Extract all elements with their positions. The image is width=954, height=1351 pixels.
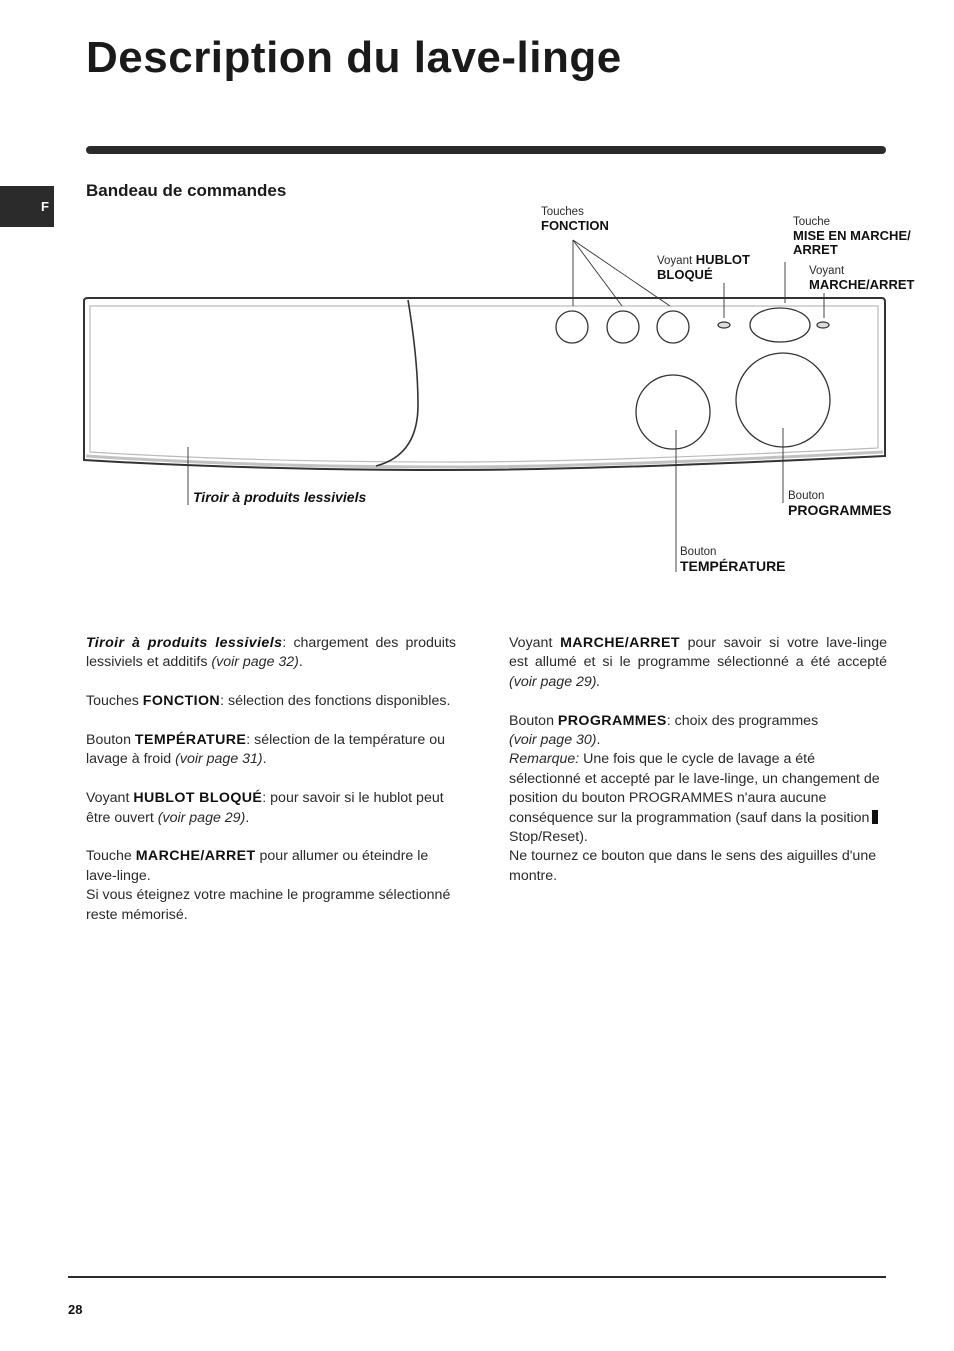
desc-touche-marche: Touche MARCHE/ARRET pour allumer ou éteindre le lave-linge. Si vous éteignez votre machine le programme sélectionné reste mémorisé. — [86, 848, 451, 923]
desc-hublot: Voyant HUBLOT BLOQUÉ: pour savoir si le hublot peut être ouvert (voir page 29). — [86, 790, 444, 826]
language-tab: F — [0, 186, 54, 227]
door-lock-led — [718, 322, 730, 328]
label-voyant-hublot-small: Voyant — [657, 255, 693, 267]
label-bouton-programmes — [788, 490, 891, 517]
temperature-knob — [636, 375, 710, 449]
on-off-button — [750, 308, 810, 342]
stop-reset-icon — [872, 810, 878, 824]
desc-voyant-marche: Voyant MARCHE/ARRET pour savoir si votre lave-linge est allumé et si le programme sélectionné a été accepté (voir page 29). — [509, 635, 888, 690]
label-voyant-marche-bold: MARCHE/ARRET — [809, 277, 915, 292]
label-touche-bold-2: ARRET — [793, 242, 838, 257]
desc-tiroir: Tiroir à produits lessiviels: chargement des produits lessiviels et additifs (voir page 32). — [86, 635, 456, 671]
label-touches-bold: FONCTION — [541, 218, 609, 233]
function-button-2 — [607, 311, 639, 343]
function-button-1 — [556, 311, 588, 343]
function-button-3 — [657, 311, 689, 343]
label-touches-fonction — [541, 206, 609, 233]
drawer-curve — [376, 300, 418, 466]
label-voyant-marche — [809, 265, 914, 292]
desc-programmes: Bouton PROGRAMMES: choix des programmes (voir page 30). Remarque: Une fois que le cycle de lavage a été sélectionné et accepté par le lave-linge, un changement de position du bouton PROGRAMMES n'aura aucune conséquence sur la programmation (sauf dans la positionStop/Reset). Ne tournez ce bouton que dans le sens des aiguilles d'une montre. — [509, 712, 880, 884]
right-column — [509, 634, 887, 906]
desc-temperature: Bouton TEMPÉRATURE: sélection de la température ou lavage à froid (voir page 31). — [86, 732, 446, 768]
desc-fonction: Touches FONCTION: sélection des fonctions disponibles. — [86, 693, 451, 710]
footer-rule — [68, 1276, 886, 1278]
control-panel-diagram — [0, 0, 954, 620]
on-off-led — [817, 322, 829, 328]
page-number: 28 — [68, 1302, 83, 1317]
label-bouton-temperature — [680, 546, 786, 573]
left-column — [86, 634, 456, 944]
label-voyant-hublot-bold-1: HUBLOT — [695, 252, 750, 267]
label-touche-bold-1: MISE EN MARCHE/ — [793, 228, 911, 243]
label-touches-small: Touches — [541, 206, 584, 218]
section-title: Bandeau de commandes — [86, 181, 287, 200]
label-voyant-marche-small: Voyant — [809, 265, 845, 277]
label-touche-small: Touche — [793, 216, 831, 228]
label-voyant-hublot — [657, 253, 787, 282]
label-temperature-small: Bouton — [680, 546, 717, 558]
label-programmes-bold: PROGRAMMES — [788, 502, 892, 518]
label-tiroir: Tiroir à produits lessiviels — [193, 489, 367, 505]
label-touche-marche — [793, 216, 911, 257]
label-temperature-bold: TEMPÉRATURE — [680, 558, 786, 574]
label-voyant-hublot-bold-2: BLOQUÉ — [657, 267, 713, 282]
label-programmes-small: Bouton — [788, 490, 825, 502]
page-title: Description du lave-linge — [86, 33, 622, 82]
